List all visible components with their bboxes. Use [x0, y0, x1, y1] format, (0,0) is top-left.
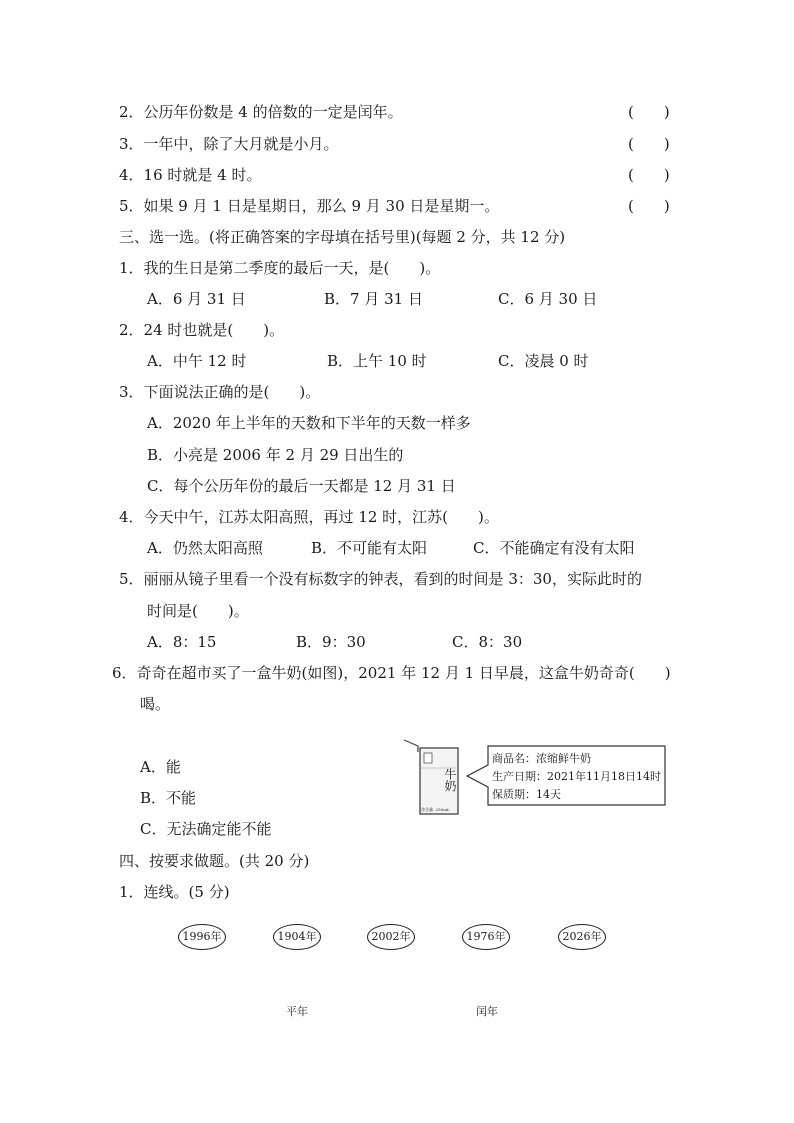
q5-option-b[interactable]: B．9：30: [296, 633, 366, 651]
section-4-heading: 四、按要求做题。(共 20 分): [119, 852, 310, 870]
q5-stem-line1: 5．丽丽从镜子里看一个没有标数字的钟表，看到的时间是 3：30，实际此时的: [119, 570, 642, 588]
q4-option-c[interactable]: C．不能确定有没有太阳: [473, 539, 635, 557]
common-year-label[interactable]: 平年: [286, 1005, 308, 1018]
q6-stem-line2: 喝。: [140, 695, 171, 713]
judge-item-3: 3．一年中，除了大月就是小月。: [119, 135, 339, 153]
q6-stem-line1: 6．奇奇在超市买了一盒牛奶(如图)，2021 年 12 月 1 日早晨，这盒牛奶奇奇( ): [112, 664, 671, 682]
milk-box-label: 牛奶: [443, 768, 457, 792]
answer-paren-2[interactable]: ( ): [628, 103, 670, 121]
straw: [404, 740, 418, 752]
q3-option-b[interactable]: B．小亮是 2006 年 2 月 29 日出生的: [147, 446, 404, 464]
year-label-1904: 1904年: [277, 930, 317, 943]
q1-option-b[interactable]: B．7 月 31 日: [324, 290, 423, 308]
q2-option-c[interactable]: C．凌晨 0 时: [498, 352, 589, 370]
judge-item-4: 4．16 时就是 4 时。: [119, 166, 262, 184]
q4-option-b[interactable]: B．不可能有太阳: [311, 539, 428, 557]
q3-stem: 3．下面说法正确的是( )。: [119, 383, 321, 401]
q1-stem: 1．我的生日是第二季度的最后一天，是( )。: [119, 259, 441, 277]
callout-product-name: 商品名：浓缩鲜牛奶: [492, 752, 591, 765]
leap-year-label[interactable]: 闰年: [476, 1005, 498, 1018]
q2-option-b[interactable]: B．上午 10 时: [327, 352, 427, 370]
callout-production-date: 生产日期：2021年11月18日14时: [492, 770, 661, 783]
year-label-1976: 1976年: [466, 930, 506, 943]
q4-stem: 4．今天中午，江苏太阳高照，再过 12 时，江苏( )。: [119, 508, 499, 526]
judge-item-5: 5．如果 9 月 1 日是星期日，那么 9 月 30 日是星期一。: [119, 197, 500, 215]
q6-option-a[interactable]: A．能: [140, 758, 181, 776]
section-3-heading: 三、选一选。(将正确答案的字母填在括号里)(每题 2 分，共 12 分): [119, 228, 566, 246]
q3-option-c[interactable]: C．每个公历年份的最后一天都是 12 月 31 日: [147, 477, 456, 495]
answer-paren-5[interactable]: ( ): [628, 197, 670, 215]
year-label-2002: 2002年: [371, 930, 411, 943]
q1-option-c[interactable]: C．6 月 30 日: [498, 290, 598, 308]
q3-option-a[interactable]: A．2020 年上半年的天数和下半年的天数一样多: [147, 414, 471, 432]
judge-item-2: 2．公历年份数是 4 的倍数的一定是闰年。: [119, 103, 403, 121]
q6-option-c[interactable]: C．无法确定能不能: [140, 820, 272, 838]
q5-stem-line2: 时间是( )。: [147, 602, 249, 620]
answer-paren-4[interactable]: ( ): [628, 166, 670, 184]
carton-window: [424, 753, 432, 763]
answer-paren-3[interactable]: ( ): [628, 135, 670, 153]
section-4-q1: 1．连线。(5 分): [119, 883, 230, 901]
q2-stem: 2．24 时也就是( )。: [119, 321, 285, 339]
q4-option-a[interactable]: A．仍然太阳高照: [147, 539, 263, 557]
q2-option-a[interactable]: A．中午 12 时: [147, 352, 247, 370]
q1-option-a[interactable]: A．6 月 31 日: [147, 290, 246, 308]
q5-option-a[interactable]: A．8：15: [147, 633, 217, 651]
callout-shelf-life: 保质期：14天: [492, 788, 561, 801]
milk-box-small-text: 净含量: 250mL: [421, 807, 450, 812]
q6-option-b[interactable]: B．不能: [140, 789, 197, 807]
q5-option-c[interactable]: C．8：30: [452, 633, 523, 651]
year-label-2026: 2026年: [562, 930, 602, 943]
year-label-1996: 1996年: [182, 930, 222, 943]
